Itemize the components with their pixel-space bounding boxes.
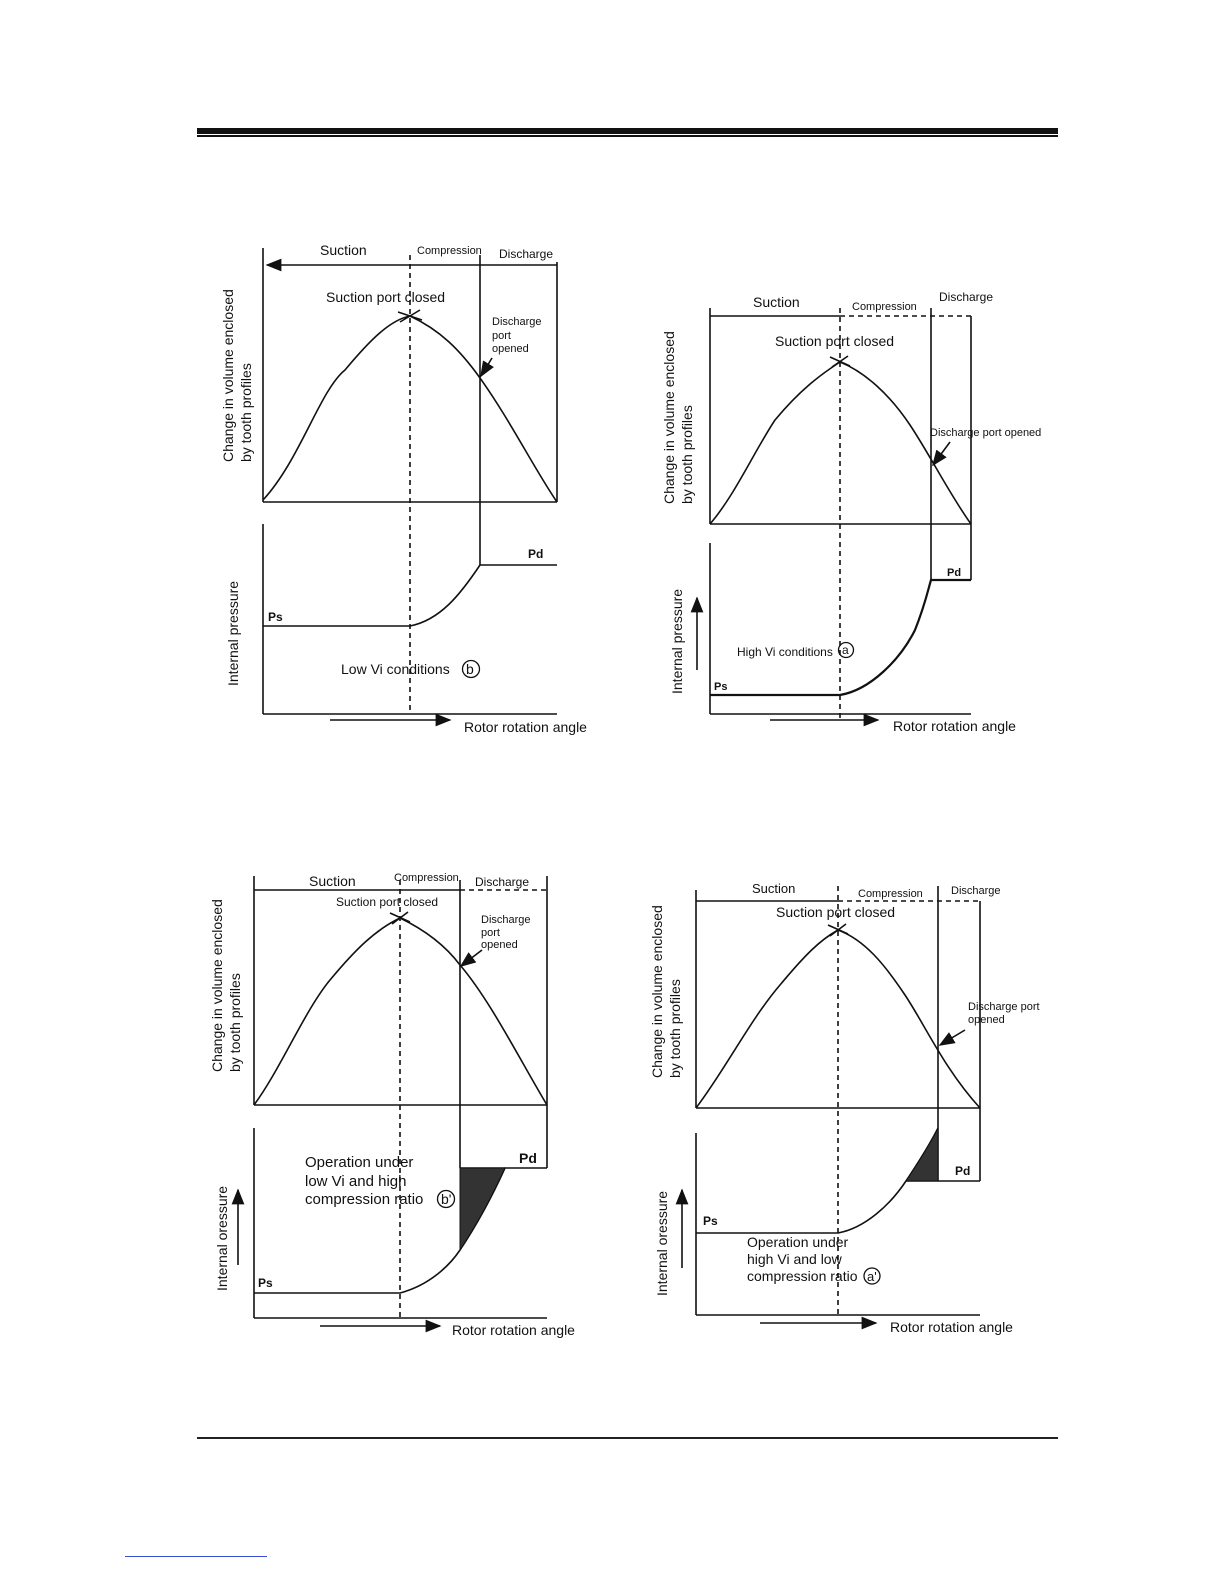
d1-y-volume-2: by tooth profiles [238, 363, 254, 462]
d1-marker: b [466, 661, 474, 677]
d3-discharge-opened-3: opened [481, 939, 518, 951]
d4-ps-label: Ps [703, 1214, 718, 1228]
d2-y-volume-1: Change in volume enclosed [661, 331, 677, 504]
d4-label-compression: Compression [858, 888, 923, 900]
d4-suction-port-closed: Suction port closed [776, 904, 896, 920]
d2-pd-label: Pd [947, 567, 962, 579]
d4-marker: a' [867, 1269, 877, 1284]
d1-discharge-opened-3: opened [492, 343, 529, 355]
d2-condition: High Vi conditions [737, 645, 833, 659]
d4-pressure-curve [696, 1128, 938, 1233]
d4-y-volume-1: Change in volume enclosed [649, 905, 665, 1078]
d4-x-axis: Rotor rotation angle [890, 1319, 1013, 1335]
d3-discharge-opened-2: port [481, 927, 500, 939]
d3-y-volume-2: by tooth profiles [227, 973, 243, 1072]
d1-y-pressure: Internal pressure [225, 580, 241, 686]
d1-y-volume-1: Change in volume enclosed [220, 289, 236, 462]
d4-label-suction: Suction [752, 881, 796, 896]
d1-suction-port-closed: Suction port closed [326, 289, 446, 305]
d4-condition-2: high Vi and low [747, 1251, 842, 1267]
d3-y-volume-1: Change in volume enclosed [209, 899, 225, 1072]
d4-discharge-opened-2: opened [968, 1014, 1005, 1026]
d2-label-compression: Compression [852, 301, 917, 313]
d3-ps-label: Ps [258, 1276, 273, 1290]
d1-discharge-opened-1: Discharge [492, 316, 542, 328]
d1-label-suction: Suction [320, 242, 367, 258]
d3-x-axis: Rotor rotation angle [452, 1322, 575, 1338]
d3-condition-1: Operation under [305, 1154, 414, 1171]
d1-discharge-opened-2: port [492, 330, 511, 342]
d3-suction-port-closed: Suction port closed [336, 895, 439, 909]
d4-label-discharge: Discharge [951, 885, 1001, 897]
d3-label-discharge: Discharge [475, 875, 530, 889]
d4-pd-label: Pd [955, 1164, 971, 1178]
d2-marker: a [842, 643, 849, 657]
d1-x-axis: Rotor rotation angle [464, 719, 587, 735]
d3-label-compression: Compression [394, 872, 459, 884]
d2-suction-port-closed: Suction port closed [775, 333, 895, 349]
d3-condition-3: compression ratio [305, 1191, 424, 1208]
d1-label-discharge: Discharge [499, 247, 554, 261]
d2-y-pressure: Internal pressure [669, 588, 685, 694]
d2-label-discharge: Discharge [939, 290, 994, 304]
d2-y-volume-2: by tooth profiles [679, 405, 695, 504]
d4-condition-1: Operation under [747, 1234, 849, 1250]
d1-condition: Low Vi conditions [341, 661, 450, 677]
d3-discharge-opened-1: Discharge [481, 914, 531, 926]
d1-pd-label: Pd [528, 547, 544, 561]
d4-discharge-pointer [940, 1030, 965, 1045]
d2-ps-label: Ps [714, 681, 728, 693]
d2-x-axis: Rotor rotation angle [893, 718, 1016, 734]
d1-label-compression: Compression [417, 245, 482, 257]
d2-label-suction: Suction [753, 294, 800, 310]
d2-discharge-opened: Discharge port opened [930, 427, 1042, 439]
d4-y-volume-2: by tooth profiles [667, 979, 683, 1078]
d4-condition-3: compression ratio [747, 1268, 858, 1284]
d4-discharge-opened-1: Discharge port [968, 1001, 1040, 1013]
d1-ps-label: Ps [268, 610, 283, 624]
d3-y-pressure: Internal oressure [214, 1185, 230, 1291]
d3-label-suction: Suction [309, 873, 356, 889]
d3-condition-2: low Vi and high [305, 1173, 407, 1190]
d3-pd-label: Pd [519, 1150, 537, 1166]
d3-marker: b' [441, 1191, 452, 1207]
d4-y-pressure: Internal oressure [654, 1190, 670, 1296]
